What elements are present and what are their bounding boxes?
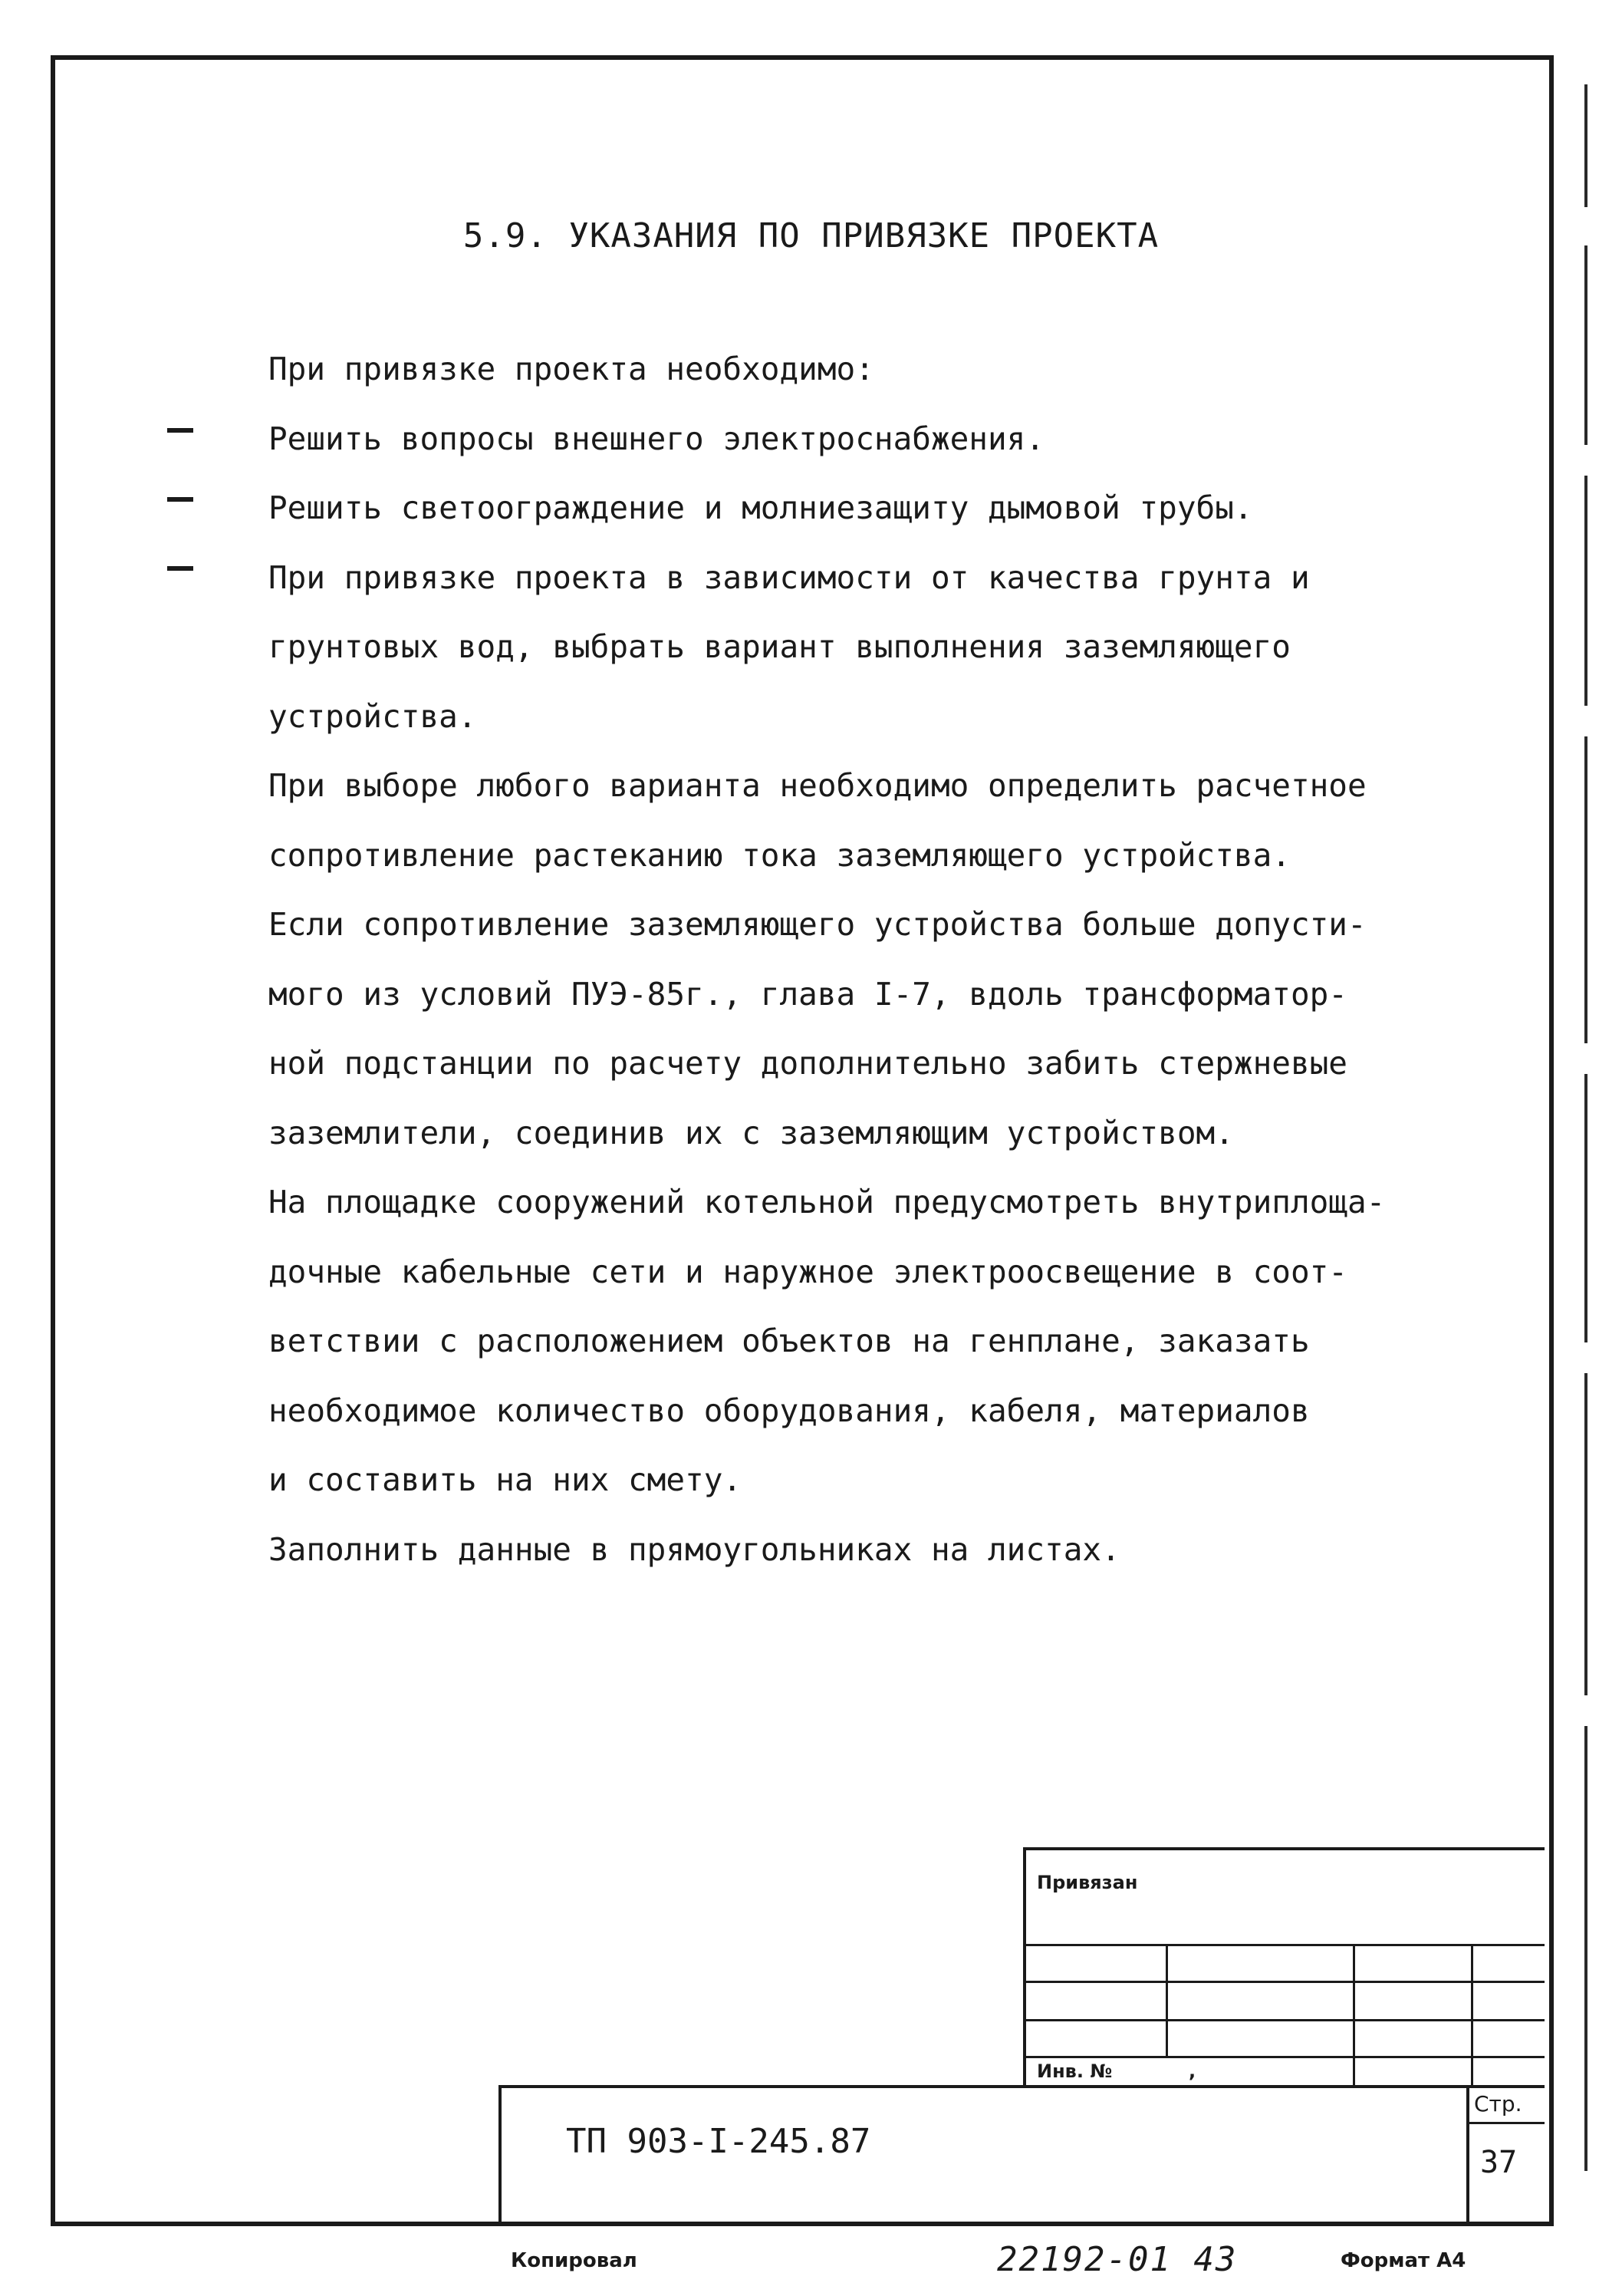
margin-line — [1584, 476, 1587, 706]
document-code: ТП 903-I-245.87 — [566, 2122, 871, 2161]
bullet-dash — [167, 497, 193, 502]
text-line: При привязке проекта в зависимости от качества грунта и — [268, 558, 1310, 596]
text-line: ной подстанции по расчету дополнительно забить стержневые — [268, 1045, 1347, 1082]
page-label: Стр. — [1474, 2091, 1522, 2116]
text-line: заземлители, соединив их с заземляющим устройством. — [268, 1114, 1234, 1151]
text-line: Заполнить данные в прямоугольниках на листах. — [268, 1530, 1120, 1568]
margin-line — [1584, 1373, 1587, 1695]
linked-label: Привязан — [1037, 1872, 1138, 1893]
bullet-dash — [167, 428, 193, 433]
inv-label: Инв. № — [1037, 2060, 1113, 2082]
text-line: мого из условий ПУЭ-85г., глава I-7, вдоль трансформатор- — [268, 975, 1347, 1013]
text-line: сопротивление растеканию тока заземляющего устройства. — [268, 836, 1291, 874]
copied-label: Копировал — [511, 2249, 637, 2272]
margin-line — [1584, 1074, 1587, 1342]
page-number: 37 — [1480, 2145, 1518, 2180]
text-line: Решить вопросы внешнего электроснабжения. — [268, 420, 1045, 457]
bullet-dash — [167, 566, 193, 571]
margin-line — [1584, 84, 1587, 207]
text-line: На площадке сооружений котельной предусмотреть внутриплоща- — [268, 1184, 1386, 1220]
text-line: Решить светоограждение и молниезащиту дымовой трубы. — [268, 489, 1253, 526]
archive-number: 22192-01 43 — [997, 2240, 1238, 2279]
stamp-row-line — [1025, 2056, 1545, 2058]
text-line: ветствии с расположением объектов на генплане, заказать — [268, 1323, 1310, 1359]
text-line: При выборе любого варианта необходимо определить расчетное — [268, 767, 1367, 804]
page-box-divider — [1468, 2122, 1545, 2124]
section-title: 5.9. УКАЗАНИЯ ПО ПРИВЯЗКЕ ПРОЕКТА — [462, 216, 1160, 255]
text-line: Если сопротивление заземляющего устройства больше допусти- — [268, 906, 1367, 943]
stamp-col-line — [1471, 1944, 1473, 2085]
stamp-row-line — [1025, 1944, 1545, 1946]
body-text — [268, 334, 1526, 1584]
stamp-row-line — [1025, 1981, 1545, 1983]
margin-line — [1584, 1726, 1587, 2171]
text-line: устройства. — [268, 697, 477, 735]
stamp-col-line — [1353, 1944, 1355, 2085]
text-line: При привязке проекта необходимо: — [268, 351, 874, 387]
format-label: Формат А4 — [1341, 2249, 1466, 2272]
text-line: дочные кабельные сети и наружное электроосвещение в соот- — [268, 1253, 1347, 1290]
margin-line — [1584, 736, 1587, 1043]
inv-value: , — [1189, 2060, 1196, 2082]
stamp-row-line — [1025, 2019, 1545, 2021]
stamp-col-line — [1166, 1944, 1168, 2056]
text-line: необходимое количество оборудования, кабеля, материалов — [268, 1392, 1310, 1429]
text-line: грунтовых вод, выбрать вариант выполнения заземляющего — [268, 628, 1291, 665]
text-line: и составить на них смету. — [268, 1461, 742, 1498]
margin-line — [1584, 245, 1587, 445]
